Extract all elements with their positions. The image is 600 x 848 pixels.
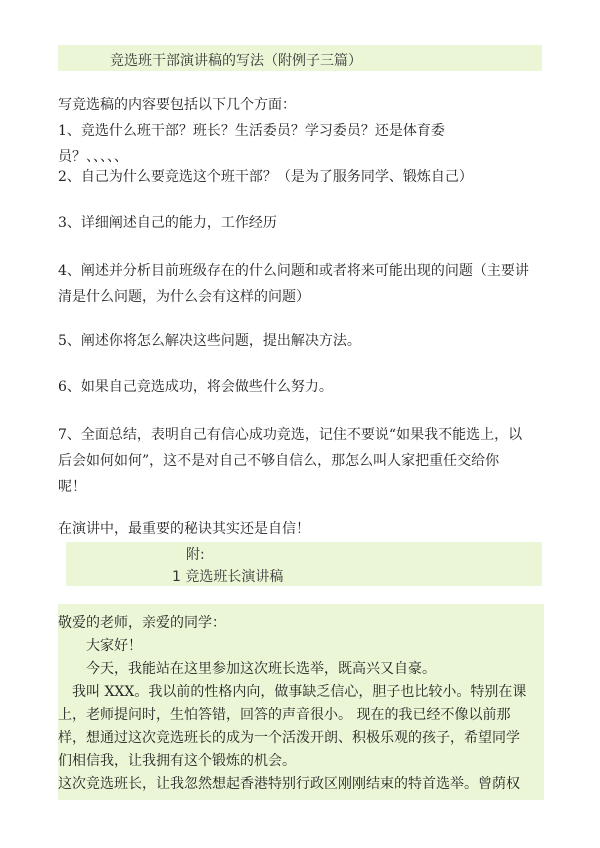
text-line: 6、如果自己竞选成功，将会做些什么努力。 <box>58 379 333 395</box>
text-line: 7、全面总结，表明自己有信心成功竞选，记住不要说“如果我不能选上，以 <box>58 427 523 443</box>
annex-band <box>66 542 542 586</box>
list-item-7 <box>58 422 546 500</box>
text-line: 后会如何如何”，这不是对自己不够自信么，那怎么叫人家把重任交给你 <box>58 453 500 469</box>
speech-line: 上，老师提问时，生怕答错，回答的声音很小。 现在的我已经不像以前那 <box>58 707 511 723</box>
text-line: 清是什么问题，为什么会有这样的问题） <box>58 289 310 305</box>
text-line: 5、阐述你将怎么解决这些问题，提出解决方法。 <box>58 333 361 349</box>
speech-body <box>58 612 544 796</box>
speech-line: 敬爱的老师，亲爱的同学： <box>58 615 226 631</box>
list-item-6 <box>58 374 546 400</box>
intro-paragraph: 写竞选稿的内容要包括以下几个方面： <box>58 97 296 113</box>
speech-line: 我叫 XXX。我以前的性格内向，做事缺乏信心，胆子也比较小。特别在课 <box>58 684 527 700</box>
speech-line: 们相信我，让我拥有这个锻炼的机会。 <box>58 753 296 769</box>
speech-line: 大家好！ <box>58 638 142 654</box>
text-line: 2、自己为什么要竞选这个班干部？（是为了服务同学、锻炼自己） <box>58 169 473 185</box>
text-line: 4、阐述并分析目前班级存在的什么问题和或者将来可能出现的问题（主要讲 <box>58 263 529 279</box>
speech-line: 样，想通过这次竞选班长的成为一个活泼开朗、积极乐观的孩子，希望同学 <box>58 730 520 746</box>
list-item-4 <box>58 258 546 310</box>
text-line: 1、竞选什么班干部？班长？生活委员？学习委员？还是体育委 <box>58 123 445 139</box>
list-item-5 <box>58 328 546 354</box>
annex-heading: 1 竞选班长演讲稿 <box>172 569 284 585</box>
list-item-2 <box>58 164 546 190</box>
list-item-1 <box>58 118 546 170</box>
text-line: 呢！ <box>58 479 86 495</box>
list-item-3 <box>58 210 546 236</box>
text-line: 员？、、、、、 <box>58 149 128 165</box>
annex-label: 附: <box>186 547 205 563</box>
speech-line: 今天，我能站在这里参加这次班长选举，既高兴又自豪。 <box>58 661 436 677</box>
text-line: 3、详细阐述自己的能力，工作经历 <box>58 215 277 231</box>
key-point: 在演讲中，最重要的秘诀其实还是自信！ <box>58 521 310 537</box>
document-title: 竞选班干部演讲稿的写法（附例子三篇） <box>110 53 362 69</box>
speech-line: 这次竞选班长，让我忽然想起香港特别行政区刚刚结束的特首选举。曾荫权 <box>58 776 520 792</box>
